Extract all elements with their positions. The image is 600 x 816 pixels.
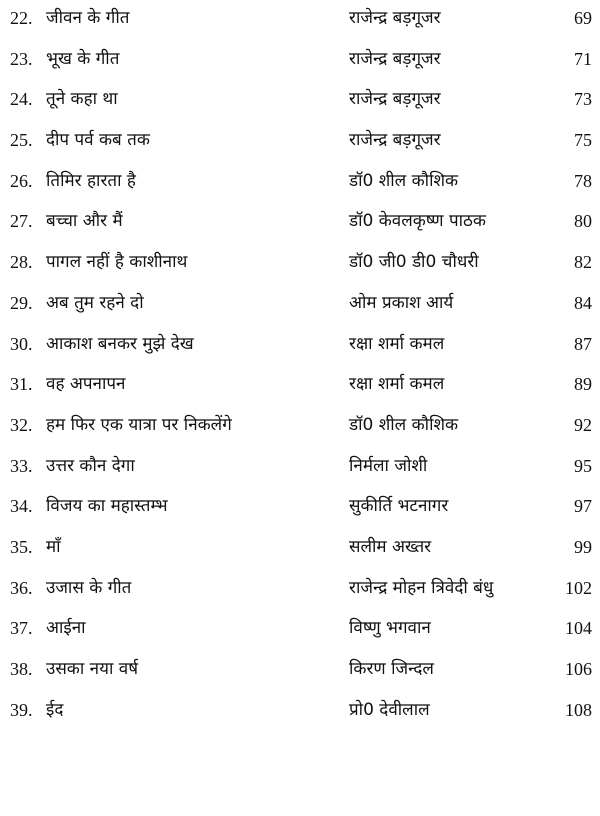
entry-number: 23. [10, 48, 33, 69]
toc-entry [0, 527, 600, 568]
toc-entry [0, 486, 600, 527]
toc-entry [0, 446, 600, 487]
entry-author: रक्षा शर्मा कमल [349, 333, 445, 354]
entry-number: 32. [10, 414, 33, 435]
entry-title: आकाश बनकर मुझे देख [46, 333, 194, 354]
entry-number: 30. [10, 333, 33, 354]
entry-author: विष्णु भगवान [349, 618, 431, 639]
entry-number: 29. [10, 292, 33, 313]
entry-number: 27. [10, 211, 33, 232]
entry-page-number: 75 [574, 130, 592, 151]
entry-page-number: 78 [574, 170, 592, 191]
entry-author: राजेन्द्र बड़गूजर [349, 48, 441, 69]
entry-page-number: 99 [574, 536, 592, 557]
entry-title: उजास के गीत [46, 577, 132, 598]
entry-page-number: 102 [565, 577, 592, 598]
entry-title: जीवन के गीत [46, 8, 130, 28]
entry-title: बच्चा और मैं [46, 211, 123, 232]
entry-title: उत्तर कौन देगा [46, 455, 135, 476]
entry-author: निर्मला जोशी [349, 455, 428, 476]
entry-number: 28. [10, 252, 33, 273]
entry-author: डॉ0 शील कौशिक [349, 414, 459, 435]
entry-number: 39. [10, 699, 33, 720]
entry-title: वह अपनापन [46, 374, 126, 395]
entry-number: 37. [10, 618, 33, 639]
entry-number: 33. [10, 455, 33, 476]
toc-entry [0, 690, 600, 731]
entry-author: ओम प्रकाश आर्य [349, 292, 454, 313]
entry-title: अब तुम रहने दो [46, 292, 144, 313]
toc-entry [0, 283, 600, 324]
toc-entry [0, 161, 600, 202]
entry-author: सुकीर्ति भटनागर [349, 496, 449, 517]
entry-page-number: 82 [574, 252, 592, 273]
entry-title: माँ [46, 536, 61, 557]
entry-number: 31. [10, 374, 33, 395]
entry-number: 26. [10, 170, 33, 191]
entry-page-number: 87 [574, 333, 592, 354]
entry-page-number: 104 [565, 618, 592, 639]
entry-author: डॉ0 शील कौशिक [349, 170, 459, 191]
entry-page-number: 92 [574, 414, 592, 435]
toc-entry [0, 649, 600, 690]
entry-title: भूख के गीत [46, 48, 120, 69]
toc-entry [0, 608, 600, 649]
toc-entry [0, 242, 600, 283]
entry-title: आईना [46, 618, 86, 639]
entry-author: किरण जिन्दल [349, 659, 434, 679]
entry-number: 25. [10, 130, 33, 151]
entry-page-number: 73 [574, 89, 592, 110]
entry-page-number: 108 [565, 699, 592, 720]
entry-page-number: 84 [574, 292, 592, 313]
entry-number: 24. [10, 89, 33, 110]
entry-page-number: 95 [574, 455, 592, 476]
entry-page-number: 97 [574, 496, 592, 517]
toc-entry [0, 201, 600, 242]
toc-entry [0, 364, 600, 405]
entry-title: हम फिर एक यात्रा पर निकलेंगे [46, 414, 232, 435]
entry-page-number: 80 [574, 211, 592, 232]
toc-entry [0, 568, 600, 609]
entry-number: 34. [10, 496, 33, 517]
entry-author: राजेन्द्र बड़गूजर [349, 130, 441, 151]
entry-title: तूने कहा था [46, 89, 118, 110]
entry-author: रक्षा शर्मा कमल [349, 374, 445, 395]
entry-title: पागल नहीं है काशीनाथ [46, 252, 188, 273]
toc-entry [0, 39, 600, 80]
entry-title: विजय का महास्तम्भ [46, 496, 168, 517]
entry-title: उसका नया वर्ष [46, 659, 139, 679]
toc-entry [0, 405, 600, 446]
entry-author: डॉ0 केवलकृष्ण पाठक [349, 211, 486, 232]
entry-page-number: 71 [574, 48, 592, 69]
entry-number: 38. [10, 659, 33, 679]
entry-page-number: 106 [565, 659, 592, 679]
toc-entry [0, 120, 600, 161]
entry-author: सलीम अख्तर [349, 536, 432, 557]
toc-entry [0, 324, 600, 365]
toc-entry [0, 79, 600, 120]
entry-title: ईद [46, 699, 64, 720]
entry-author: राजेन्द्र बड़गूजर [349, 8, 441, 28]
entry-number: 22. [10, 8, 33, 28]
entry-page-number: 89 [574, 374, 592, 395]
entry-number: 35. [10, 536, 33, 557]
entry-author: राजेन्द्र बड़गूजर [349, 89, 441, 110]
entry-title: तिमिर हारता है [46, 170, 136, 191]
entry-author: डॉ0 जी0 डी0 चौधरी [349, 252, 479, 273]
entry-number: 36. [10, 577, 33, 598]
entry-author: राजेन्द्र मोहन त्रिवेदी बंधु [349, 577, 494, 598]
entry-page-number: 69 [574, 8, 592, 28]
entry-title: दीप पर्व कब तक [46, 130, 150, 151]
toc-entry [0, 0, 600, 39]
entry-author: प्रो0 देवीलाल [349, 699, 430, 720]
